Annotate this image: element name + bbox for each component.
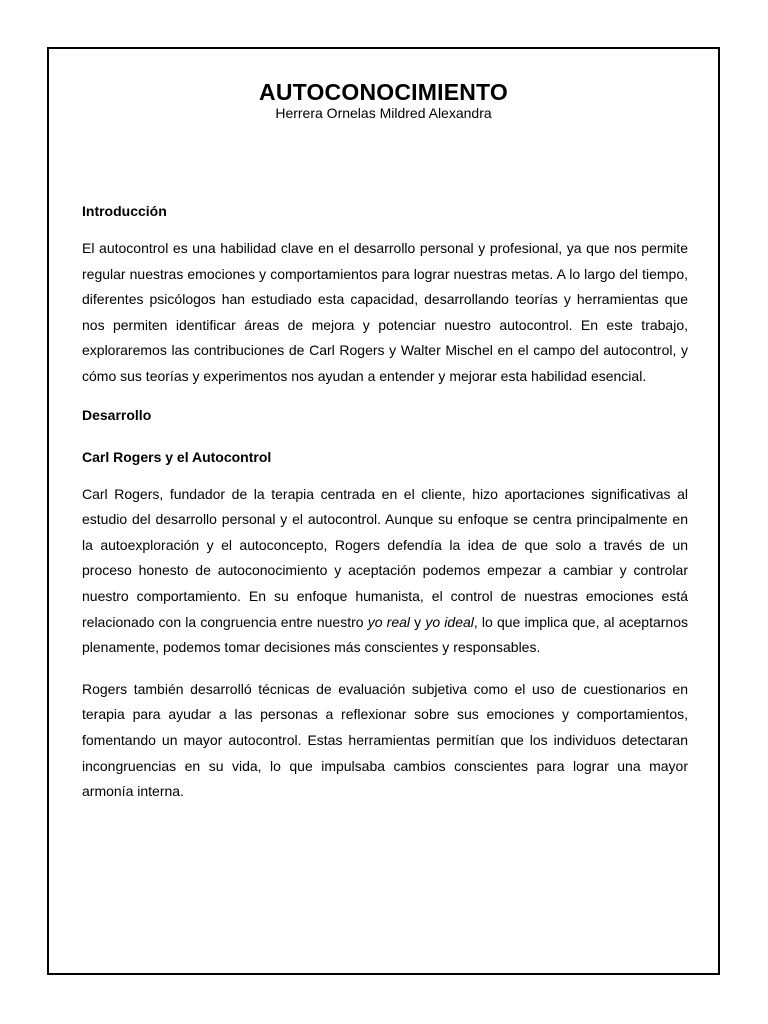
section-heading-development: Desarrollo bbox=[82, 406, 152, 423]
section-heading-introduction: Introducción bbox=[82, 203, 167, 219]
page-border bbox=[47, 47, 720, 975]
introduction-paragraph: El autocontrol es una habilidad clave en el desarrollo personal y profesional, ya que nos permite regular nuestras emociones y comportamientos para lograr nuestras metas. A lo largo del tiempo, diferentes psicólogos han estudiado esta capacidad, desarrollando teorías y herramientas que nos permiten identificar áreas de mejora y potenciar nuestro autocontrol. En este trabajo, exploraremos las contribuciones de Carl Rogers y Walter Mischel en el campo del autocontrol, y cómo sus teorías y experimentos nos ayudan a entender y mejorar esta habilidad esencial. bbox=[82, 240, 688, 384]
rogers-paragraph-1-text-b: y bbox=[410, 613, 426, 630]
rogers-paragraph-2: Rogers también desarrolló técnicas de evaluación subjetiva como el uso de cuestionarios en terapia para ayudar a las personas a reflexionar sobre sus emociones y comportamientos, fomentando un mayor autocontrol. Estas herramientas permitían que los individuos detectaran incongruencias en su vida, lo que impulsaba cambios conscientes para lograr una mayor armonía interna. bbox=[82, 680, 688, 800]
document-title: AUTOCONOCIMIENTO bbox=[259, 79, 508, 105]
rogers-paragraph-1 bbox=[82, 482, 688, 661]
term-yo-real: yo real bbox=[367, 613, 411, 630]
term-yo-ideal: yo ideal bbox=[425, 613, 474, 630]
subsection-heading-rogers: Carl Rogers y el Autocontrol bbox=[82, 448, 272, 465]
document-body bbox=[82, 202, 688, 805]
rogers-paragraph-1-text-a: Carl Rogers, fundador de la terapia centrada en el cliente, hizo aportaciones significativas al estudio del desarrollo personal y el autocontrol. Aunque su enfoque se centra principalmente en la autoexploración y el autoconcepto, Rogers defendía la idea de que solo a través de un proceso honesto de autoconocimiento y aceptación podemos empezar a cambiar y controlar nuestro comportamiento. En su enfoque humanista, el control de nuestras emociones está relacionado con la congruencia entre nuestro bbox=[82, 485, 688, 630]
document-author: Herrera Ornelas Mildred Alexandra bbox=[275, 105, 492, 121]
rogers-paragraph-1-text-c: , lo que implica que, al aceptarnos plenamente, podemos tomar decisiones más conscientes y responsables. bbox=[82, 613, 688, 656]
